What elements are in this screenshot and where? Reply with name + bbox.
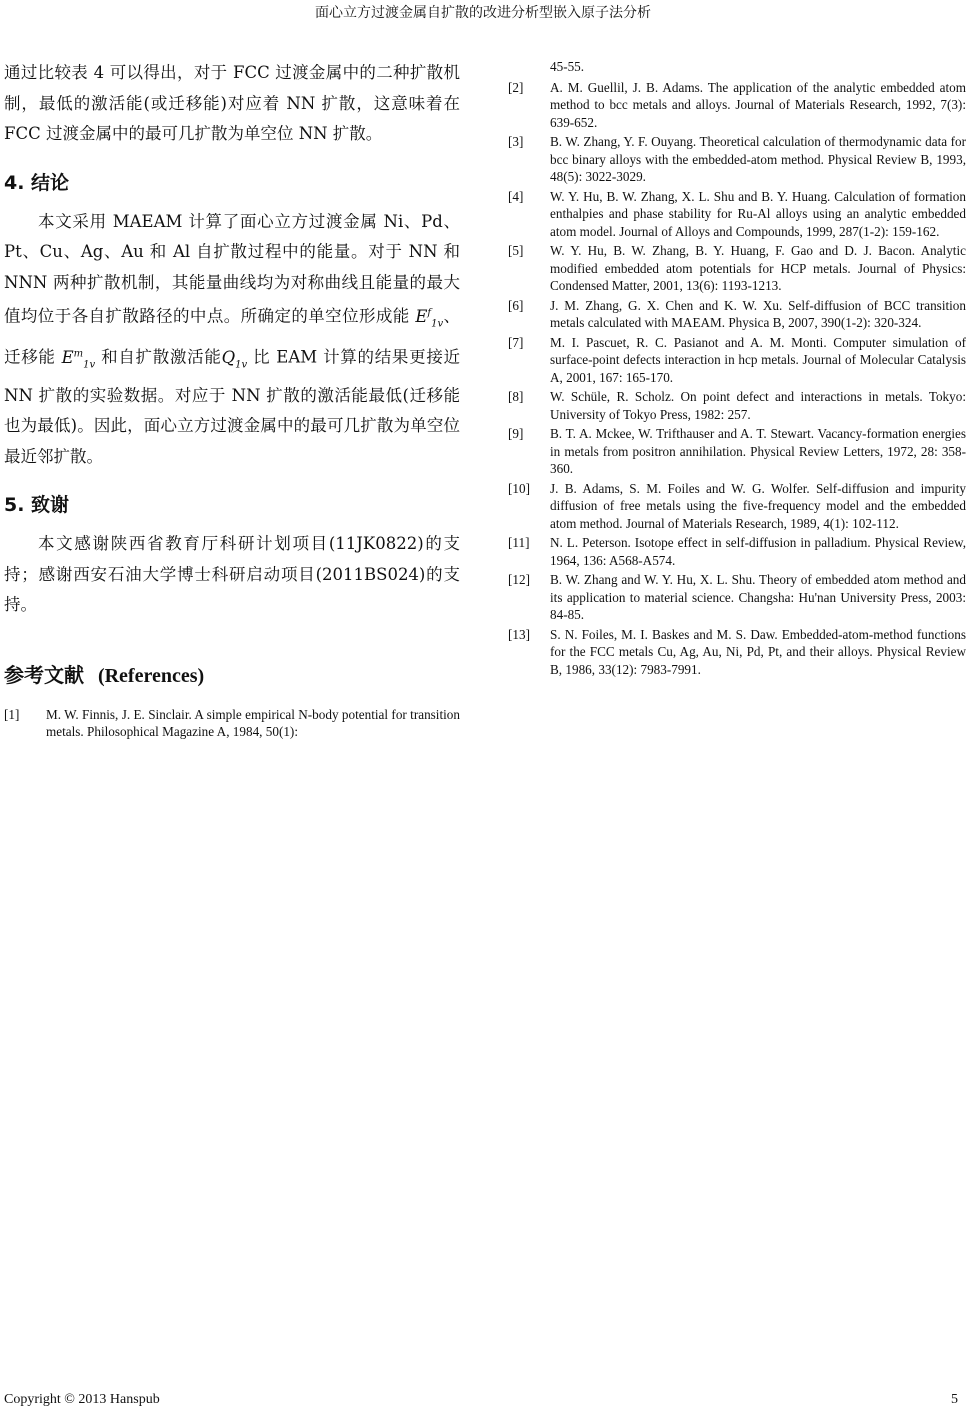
migration-energy-symbol: $E^m_{1v}$ [61, 347, 96, 371]
reference-number: [4] [508, 188, 524, 204]
reference-text: M. W. Finnis, J. E. Sinclair. A simple empirical N-body potential for transition metals. Philosophical Magazine A, 1984, 50(1): [46, 706, 460, 740]
copyright-footer: Copyright © 2013 Hanspub [4, 1392, 160, 1407]
reference-number: [1] [4, 706, 20, 722]
references-heading-cn: 参考文献 [4, 662, 84, 687]
section4-heading: 4. 结论 [4, 171, 70, 194]
reference-text: W. Schüle, R. Scholz. On point defect and interactions in metals. Tokyo: University of Tokyo Press, 1982: 257. [550, 389, 966, 422]
references-heading [4, 659, 460, 688]
reference-item [508, 425, 966, 478]
section4-text-a: 本文采用 MAEAM 计算了面心立方过渡金属 Ni、Pd、Pt、Cu、Ag、Au 和 Al 自扩散过程中的能量。对于 NN 和 NNN 两种扩散机制，其能量曲线均为对称曲线且能量的最大值均位于各自扩散路径的中点。所确定的单空位形成能 [4, 211, 460, 326]
reference-number: [7] [508, 334, 524, 350]
reference-item [508, 297, 966, 332]
reference-text: B. W. Zhang and W. Y. Hu, X. L. Shu. Theory of embedded atom method and its application to material science. Changsha: Hu'nan University Press, 2003: 84-85. [550, 572, 966, 622]
reference-text: B. W. Zhang, Y. F. Ouyang. Theoretical calculation of thermodynamic data for bcc binary alloys with the embedded-atom method. Physical Review B, 1993, 48(5): 3022-3029. [550, 134, 966, 184]
reference-item [4, 706, 460, 741]
reference-text: A. M. Guellil, J. B. Adams. The application of the analytic embedded atom method to bcc metals and alloys. Journal of Materials Research, 1992, 7(3): 639-652. [550, 79, 966, 130]
page-number: 5 [951, 1392, 958, 1407]
intro-paragraph: 通过比较表 4 可以得出，对于 FCC 过渡金属中的二种扩散机制，最低的激活能(或迁移能)对应着 NN 扩散，这意味着在 FCC 过渡金属中的最可几扩散为单空位 NN 扩散。 [4, 63, 460, 143]
right-column [508, 58, 966, 680]
references-heading-en: (References) [97, 664, 205, 687]
reference-item [508, 188, 966, 241]
left-column [4, 58, 460, 743]
reference-item [508, 388, 966, 423]
reference-item [508, 534, 966, 569]
reference-item [508, 334, 966, 387]
reference-item [508, 626, 966, 679]
running-head: 面心立方过渡金属自扩散的改进分析型嵌入原子法分析 [315, 5, 651, 21]
reference-text: J. B. Adams, S. M. Foiles and W. G. Wolfer. Self-diffusion and impurity diffusion of free metals using the five-frequency model and the embedded atom method. Journal of Materials Research, 1989, 4(1): 102-112. [550, 480, 966, 531]
reference-number: [8] [508, 389, 524, 404]
reference-number: [6] [508, 297, 524, 313]
reference-number: [13] [508, 626, 530, 642]
section5-paragraph: 本文感谢陕西省教育厅科研计划项目(11JK0822)的支持；感谢西安石油大学博士科研启动项目(2011BS024)的支持。 [4, 534, 460, 615]
section4-sep2: 和自扩散激活能 [101, 347, 222, 367]
reference-text: S. N. Foiles, M. I. Baskes and M. S. Daw. Embedded-atom-method functions for the FCC metals Cu, Ag, Au, Ni, Pd, Pt, and their alloys. Physical Review B, 1986, 33(12): 7983-7991. [550, 626, 966, 677]
section4-paragraph [4, 207, 460, 473]
reference-item [508, 242, 966, 295]
formation-energy-symbol: $E^f_{1v}$ [415, 306, 444, 329]
section4-sep1: 、迁移能 [4, 306, 461, 367]
reference-item [508, 571, 966, 624]
activation-energy-symbol: $Q_{1v}$ [221, 347, 248, 371]
reference-number: [10] [508, 480, 530, 496]
reference-number: [5] [508, 243, 524, 258]
reference-text: W. Y. Hu, B. W. Zhang, B. Y. Huang, F. Gao and D. J. Bacon. Analytic modified embedded atom potentials for HCP metals. Journal of Physics: Condensed Matter, 2001, 13(6): 1193-1213. [550, 243, 966, 293]
section4-text-b: 比 EAM 计算的结果更接近 NN 扩散的实验数据。对应于 NN 扩散的激活能最低(迁移能也为最低)。因此，面心立方过渡金属中的最可几扩散为单空位最近邻扩散。 [4, 347, 461, 466]
reference-item [508, 79, 966, 132]
reference-list [508, 79, 966, 679]
reference-number: [2] [508, 79, 524, 95]
reference-number: [11] [508, 535, 530, 550]
reference-text: M. I. Pascuet, R. C. Pasianot and A. M. Monti. Computer simulation of surface-point defects interaction in hcp metals. Journal of Molecular Catalysis A, 2001, 167: 165-170. [550, 334, 966, 385]
reference-number: [3] [508, 134, 524, 149]
reference-text: J. M. Zhang, G. X. Chen and K. W. Xu. Self-diffusion of BCC transition metals calculated with MAEAM. Physica B, 2007, 390(1-2): 320-324. [550, 297, 966, 330]
reference-number: [12] [508, 572, 530, 587]
reference-number: [9] [508, 426, 524, 441]
reference-text: B. T. A. Mckee, W. Trifthauser and A. T. Stewart. Vacancy-formation energies in metals from positron annihilation. Physical Review Letters, 1972, 28: 358-360. [550, 426, 966, 476]
reference-text: N. L. Peterson. Isotope effect in self-diffusion in palladium. Physical Review, 1964, 136: A568-A574. [550, 535, 966, 568]
reference-continuation: 45-55. [550, 59, 585, 74]
reference-item [508, 133, 966, 186]
section5-heading: 5. 致谢 [4, 494, 70, 517]
reference-text: W. Y. Hu, B. W. Zhang, X. L. Shu and B. Y. Huang. Calculation of formation enthalpies and phase stability for Ru-Al alloys using an analytic embedded atom model. Journal of Alloys and Compounds, 1999, 287(1-2): 159-162. [550, 188, 966, 239]
reference-item [508, 480, 966, 533]
